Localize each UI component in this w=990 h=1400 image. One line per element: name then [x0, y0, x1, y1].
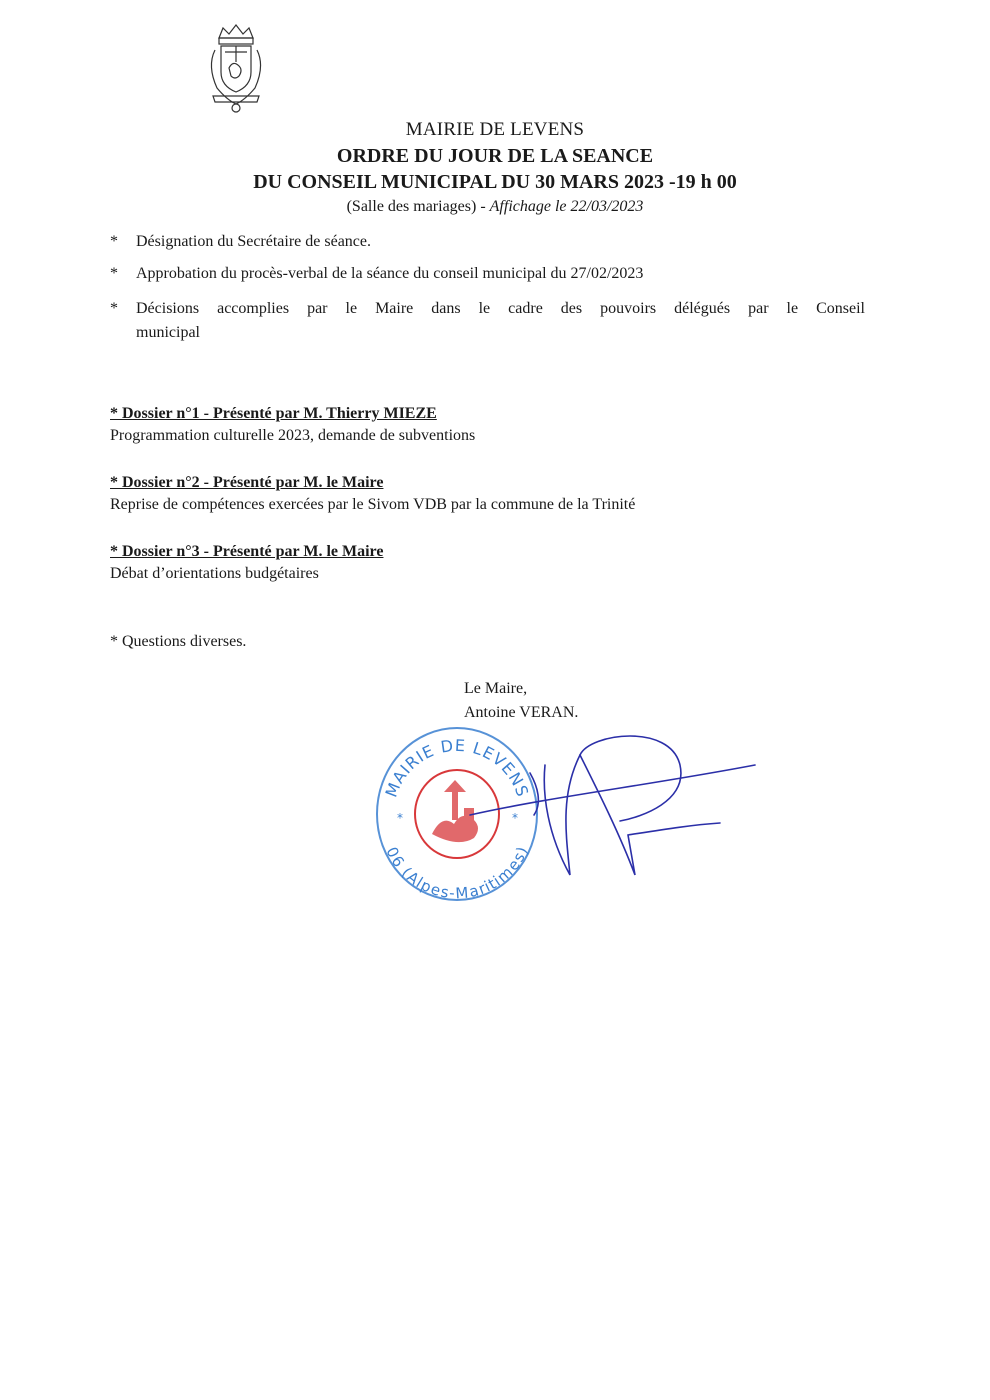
signature-block	[464, 677, 578, 725]
bullet-text-continuation: municipal	[136, 324, 200, 341]
meeting-date-title: DU CONSEIL MUNICIPAL DU 30 MARS 2023 -19 h 00	[253, 171, 737, 193]
document-header	[0, 117, 990, 219]
stamp-bottom-text: 06 (Alpes-Maritimes)	[382, 844, 532, 902]
meeting-venue-line	[0, 195, 990, 219]
posting-date: Affichage le 22/03/2023	[489, 198, 644, 215]
svg-text:*: *	[397, 811, 403, 825]
svg-text:*: *	[512, 811, 518, 825]
bullet-text: Désignation du Secrétaire de séance.	[136, 233, 372, 250]
bullet-star: *	[110, 233, 118, 250]
handwritten-signature	[430, 725, 770, 905]
dossier-2-description: Reprise de compétences exercées par le Sivom VDB par la commune de la Trinité	[110, 496, 636, 513]
dossier-1-description: Programmation culturelle 2023, demande de subventions	[110, 427, 476, 444]
bullet-star: *	[110, 300, 118, 317]
mairie-title: MAIRIE DE LEVENS	[405, 119, 585, 140]
signatory-name: Antoine VERAN.	[464, 704, 579, 721]
dossier-3-title: * Dossier n°3 - Présenté par M. le Maire	[110, 543, 384, 560]
coat-of-arms-emblem	[203, 22, 269, 114]
dossier-2-title: * Dossier n°2 - Présenté par M. le Maire	[110, 474, 384, 491]
bullet-star: *	[110, 265, 118, 282]
dossier-3-description: Débat d’orientations budgétaires	[110, 565, 319, 582]
questions-diverses: * Questions diverses.	[110, 633, 247, 650]
list-item	[110, 297, 865, 347]
stamp-top-text: MAIRIE DE LEVENS	[381, 735, 533, 800]
venue-text: (Salle des mariages) -	[346, 198, 490, 215]
dossier-1-title: * Dossier n°1 - Présenté par M. Thierry MIEZE	[110, 405, 437, 422]
bullet-text: Approbation du procès-verbal de la séance du conseil municipal du 27/02/2023	[136, 265, 644, 282]
bullet-text: Décisions accomplies par le Maire dans le cadre des pouvoirs délégués par le Conseil	[136, 300, 865, 317]
signatory-role: Le Maire,	[464, 680, 528, 697]
agenda-title: ORDRE DU JOUR DE LA SEANCE	[336, 145, 654, 167]
